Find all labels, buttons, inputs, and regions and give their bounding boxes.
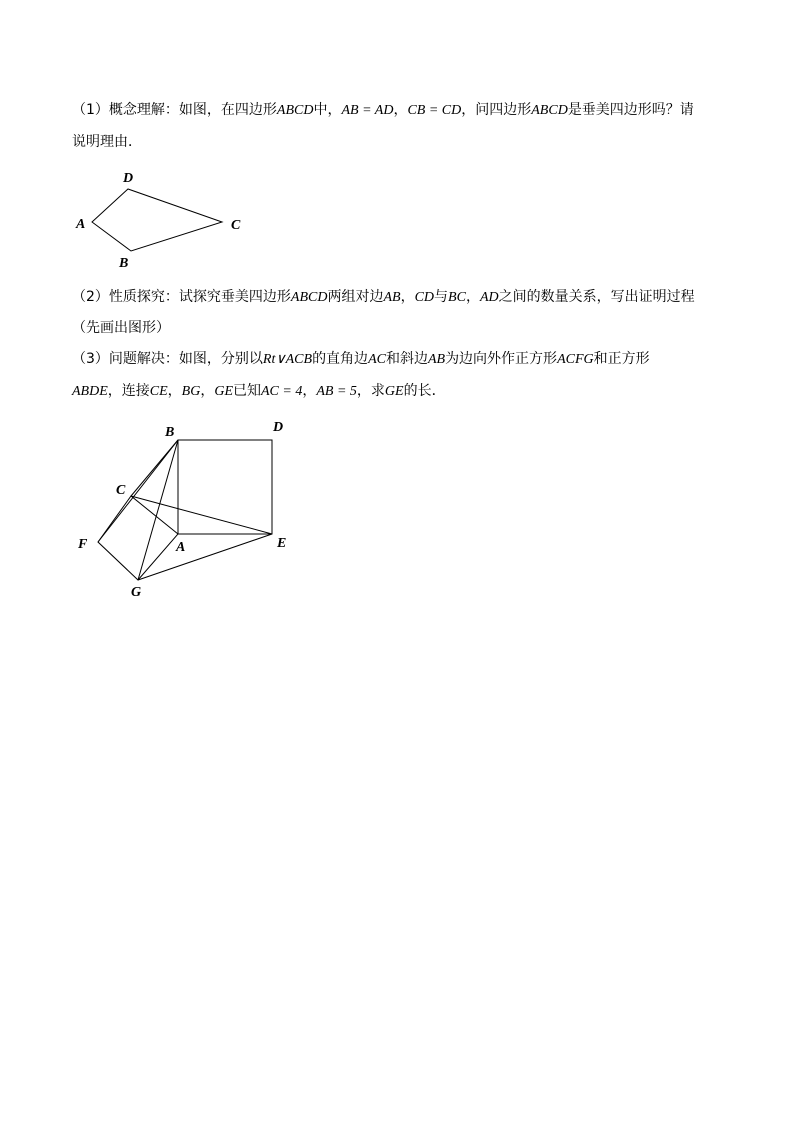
part3-label: （3） [72, 351, 109, 367]
part1-text: ， [393, 102, 408, 118]
segment-bf [98, 440, 178, 542]
part2-math: AD [479, 290, 499, 305]
segment-ce [131, 496, 272, 534]
part1-text: 中， [313, 102, 342, 118]
segment-ge [138, 534, 272, 580]
part3-math: GE [384, 384, 404, 399]
part3-text: ， [302, 383, 317, 399]
part2-text: （先画出图形） [72, 320, 170, 336]
part3-text: 问题解决：如图，分别以 [108, 351, 263, 367]
part3-text: 的长． [403, 383, 446, 399]
part1-text: 说明理由． [72, 134, 142, 150]
fig2-label-b: B [165, 425, 175, 440]
part3-math: AC = 4 [261, 384, 303, 399]
fig2-label-g: G [131, 585, 142, 600]
fig2-label-e: E [277, 536, 287, 551]
part1-text: 概念理解：如图，在四边形 [108, 102, 277, 118]
part2-text: 与 [434, 289, 449, 305]
part2-text: 两组对边 [327, 289, 384, 305]
part3-text: ，求 [356, 383, 385, 399]
part2-text: ， [465, 289, 480, 305]
part3-math: BG [181, 384, 201, 399]
fig1-label-a: A [76, 217, 86, 232]
part2-label: （2） [72, 289, 109, 305]
fig2-label-f: F [78, 537, 88, 552]
part2-text: ， [400, 289, 415, 305]
part3-text: 的直角边 [312, 351, 369, 367]
segment-bg [138, 440, 178, 580]
part3-text: ，连接 [107, 383, 150, 399]
part3-math: ABDE [72, 384, 108, 399]
part1-math: ABCD [531, 103, 568, 118]
fig1-label-b: B [119, 256, 129, 271]
square-acfg [98, 496, 178, 580]
part3-line1 [72, 349, 650, 370]
fig1-label-d: D [123, 171, 134, 186]
part3-line2 [72, 381, 446, 402]
part3-math: CE [149, 384, 168, 399]
part2-text: 性质探究：试探究垂美四边形 [108, 289, 291, 305]
part3-text: ， [167, 383, 182, 399]
part1-label: （1） [72, 102, 109, 118]
part3-math: GE [214, 384, 233, 399]
part3-math: Rt∨ACB [262, 352, 313, 367]
part3-math: AB = 5 [316, 384, 357, 399]
part3-text: 和正方形 [593, 351, 650, 367]
fig2-label-c: C [116, 483, 126, 498]
part1-line1 [72, 100, 694, 121]
part2-math: AB [383, 290, 401, 305]
part1-text: ，问四边形 [461, 102, 532, 118]
quad-abcd-outline [92, 189, 222, 251]
part2-line2 [72, 318, 170, 338]
part1-text: 是垂美四边形吗？请 [567, 102, 694, 118]
part1-math: AB = AD [341, 103, 394, 118]
part3-text: 已知 [233, 383, 261, 399]
fig2-label-d: D [273, 420, 284, 435]
fig2-label-a: A [176, 540, 186, 555]
part3-text: 和斜边 [385, 351, 428, 367]
part1-math: ABCD [276, 103, 314, 118]
part2-math: ABCD [290, 290, 328, 305]
part3-text: 为边向外作正方形 [445, 351, 558, 367]
part3-math: ACFG [557, 352, 594, 367]
square-abde [178, 440, 272, 534]
part3-text: ， [200, 383, 215, 399]
fig1-label-c: C [231, 218, 241, 233]
part2-line1 [72, 287, 695, 308]
part2-math: CD [414, 290, 435, 305]
part1-math: CB = CD [407, 103, 462, 118]
part2-text: 之间的数量关系，写出证明过程 [498, 289, 695, 305]
part1-line2 [72, 132, 142, 152]
part3-math: AC [368, 352, 386, 367]
segment-cb [131, 440, 178, 496]
part3-math: AB [427, 352, 446, 367]
part2-math: BC [448, 290, 466, 305]
